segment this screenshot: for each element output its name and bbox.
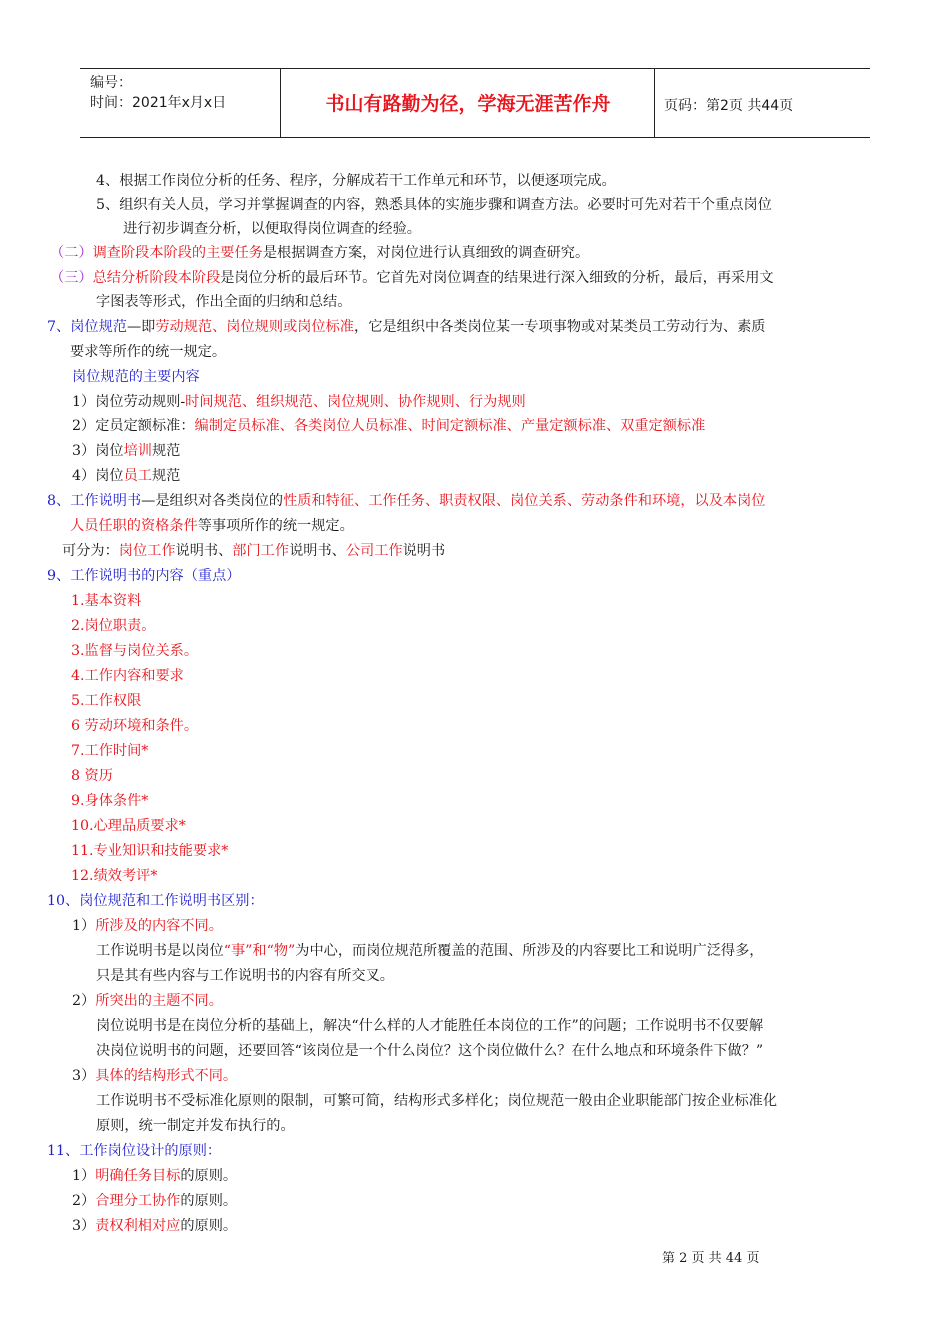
- text-line: [47, 566, 240, 586]
- text-run: 所涉及的内容不同。: [95, 918, 223, 934]
- text-line: [96, 1116, 295, 1136]
- text-run: 性质和特征、工作任务、职责权限、岗位关系、劳动条件和环境，以及本岗位: [283, 493, 766, 509]
- text-line: [72, 1166, 237, 1186]
- text-run: 要求等所作的统一规定。: [70, 344, 227, 360]
- text-run: 原则，统一制定并发布执行的。: [96, 1118, 295, 1134]
- text-line: [72, 441, 180, 461]
- text-line: [123, 219, 421, 239]
- text-line: [71, 616, 155, 636]
- text-run: —是组织对各类岗位的: [141, 493, 284, 509]
- text-run: （三）: [50, 270, 93, 286]
- text-run: 2）: [72, 1193, 96, 1209]
- header-divider: [654, 69, 655, 137]
- text-run: （二）: [50, 245, 93, 261]
- text-run: 3）岗位: [72, 443, 124, 459]
- number-label: 编号：: [90, 75, 132, 91]
- text-run: 10.心理品质要求*: [71, 818, 186, 834]
- page-header: [80, 68, 870, 138]
- text-run: 工作说明书不受标准化原则的限制，可繁可简，结构形式多样化；岗位规范一般由企业职能部门按企业标准化: [96, 1093, 778, 1109]
- text-line: [47, 1141, 221, 1161]
- text-run: 规范: [151, 468, 181, 484]
- text-run: 1.基本资料: [71, 593, 142, 609]
- text-line: [96, 966, 394, 986]
- text-run: 7、岗位规范: [47, 319, 127, 335]
- text-line: [50, 243, 589, 263]
- text-run: 4.工作内容和要求: [71, 668, 184, 684]
- text-run: 9.身体条件*: [71, 793, 149, 809]
- text-run: 岗位工作: [118, 543, 176, 559]
- text-run: 11.专业知识和技能要求*: [71, 843, 229, 859]
- text-line: [47, 891, 264, 911]
- text-run: 8 资历: [71, 768, 113, 784]
- header-motto: 书山有路勤为径，学海无涯苦作舟: [325, 93, 611, 115]
- text-run: 工作说明书: [70, 493, 142, 509]
- text-line: [62, 541, 445, 561]
- text-run: 1）: [72, 1168, 96, 1184]
- text-line: [72, 991, 223, 1011]
- text-run: 调查阶段本阶段的主要任务: [92, 245, 263, 261]
- text-run: 说明书、: [175, 543, 233, 559]
- text-run: 公司工作: [345, 543, 403, 559]
- text-run: 的原则。: [180, 1218, 238, 1234]
- time-label: 时间：2021年x月x日: [90, 95, 227, 111]
- text-run: 编制定员标准、各类岗位人员标准、时间定额标准、产量定额标准、双重定额标准: [194, 418, 706, 434]
- text-line: [71, 866, 157, 886]
- header-divider: [280, 69, 281, 137]
- text-line: [96, 292, 351, 312]
- text-line: [47, 491, 765, 511]
- text-run: 为中心，而岗位规范所覆盖的范围、所涉及的内容要比工和说明广泛得多，: [295, 943, 764, 959]
- text-run: 12.绩效考评*: [71, 868, 158, 884]
- text-line: [72, 466, 180, 486]
- text-line: [72, 1216, 237, 1236]
- text-line: [72, 367, 200, 387]
- text-run: 1）: [72, 918, 96, 934]
- text-run: 是根据调查方案，对岗位进行认真细致的调查研究。: [262, 245, 590, 261]
- text-run: 的原则。: [180, 1168, 238, 1184]
- text-run: —即: [126, 319, 156, 335]
- text-run: 5、组织有关人员，学习并掌握调查的内容，熟悉具体的实施步骤和调查方法。必要时可先对若干个重点岗位: [96, 197, 772, 213]
- text-line: [50, 268, 774, 288]
- text-run: 11、工作岗位设计的原则：: [47, 1143, 222, 1159]
- text-line: [71, 816, 186, 836]
- text-run: 1）岗位劳动规则-: [72, 394, 186, 410]
- text-line: [71, 741, 148, 761]
- text-line: [70, 342, 226, 362]
- text-run: 3）: [72, 1068, 96, 1084]
- text-line: [71, 591, 141, 611]
- text-line: [72, 416, 705, 436]
- text-run: 3.监督与岗位关系。: [71, 643, 199, 659]
- text-line: [96, 171, 616, 191]
- text-run: 培训: [123, 443, 152, 459]
- text-run: 字图表等形式，作出全面的归纳和总结。: [96, 294, 352, 310]
- text-line: [72, 1191, 237, 1211]
- text-run: 10、岗位规范和工作说明书区别：: [47, 893, 264, 909]
- text-run: 8、: [47, 493, 71, 509]
- text-run: 所突出的主题不同。: [95, 993, 223, 1009]
- text-line: [71, 766, 113, 786]
- text-run: 规范: [151, 443, 181, 459]
- text-run: 2）定员定额标准：: [72, 418, 195, 434]
- text-line: [96, 195, 772, 215]
- text-line: [71, 716, 198, 736]
- text-run: 劳动规范、岗位规则或岗位标准: [155, 319, 354, 335]
- header-page-info: 页码：第2页 共44页: [664, 98, 794, 114]
- text-run: 4）岗位: [72, 468, 124, 484]
- text-run: 进行初步调查分析，以便取得岗位调查的经验。: [123, 221, 421, 237]
- text-run: 岗位规范的主要内容: [72, 369, 200, 385]
- text-run: 等事项所作的统一规定。: [197, 518, 354, 534]
- text-run: 工作说明书是以岗位: [96, 943, 224, 959]
- text-run: 说明书: [402, 543, 446, 559]
- text-run: 决岗位说明书的问题，还要回答“该岗位是一个什么岗位？这个岗位做什么？在什么地点和环境条件下做？”: [96, 1043, 764, 1059]
- text-run: 人员任职的资格条件: [70, 518, 198, 534]
- text-run: 2.岗位职责。: [71, 618, 156, 634]
- text-run: 具体的结构形式不同。: [95, 1068, 238, 1084]
- text-run: 说明书、: [289, 543, 346, 559]
- text-run: 岗位说明书是在岗位分析的基础上，解决“什么样的人才能胜任本岗位的工作”的问题；工作说明书不仅要解: [96, 1018, 764, 1034]
- text-line: [71, 641, 198, 661]
- text-run: 员工: [123, 468, 152, 484]
- text-run: 是岗位分析的最后环节。它首先对岗位调查的结果进行深入细致的分析，最后，再采用文: [220, 270, 774, 286]
- text-line: [96, 941, 763, 961]
- header-meta: [90, 73, 226, 113]
- text-line: [71, 841, 228, 861]
- text-run: 5.工作权限: [71, 693, 142, 709]
- text-run: ，它是组织中各类岗位某一专项事物或对某类员工劳动行为、素质: [354, 319, 766, 335]
- text-run: 2）: [72, 993, 96, 1009]
- text-line: [96, 1041, 763, 1061]
- text-line: [70, 516, 354, 536]
- text-run: 7.工作时间*: [71, 743, 149, 759]
- text-run: 可分为：: [62, 543, 119, 559]
- text-run: 部门工作: [232, 543, 290, 559]
- text-run: 6 劳动环境和条件。: [71, 718, 199, 734]
- text-run: 4、根据工作岗位分析的任务、程序，分解成若干工作单元和环节，以便逐项完成。: [96, 173, 616, 189]
- text-run: 明确任务目标: [95, 1168, 181, 1184]
- text-line: [47, 317, 765, 337]
- text-run: 合理分工协作: [95, 1193, 181, 1209]
- text-run: 总结分析阶段本阶段: [92, 270, 221, 286]
- text-run: 责权利相对应: [95, 1218, 181, 1234]
- text-line: [96, 1016, 763, 1036]
- text-run: 3）: [72, 1218, 96, 1234]
- page-footer: 第 2 页 共 44 页: [662, 1251, 760, 1266]
- text-run: 9、工作说明书的内容（重点）: [47, 568, 241, 584]
- text-line: [71, 666, 184, 686]
- text-line: [72, 392, 526, 412]
- text-line: [71, 791, 148, 811]
- text-line: [71, 691, 141, 711]
- text-run: 只是其有些内容与工作说明书的内容有所交叉。: [96, 968, 394, 984]
- text-line: [96, 1091, 777, 1111]
- text-line: [72, 1066, 237, 1086]
- text-run: 的原则。: [180, 1193, 238, 1209]
- text-line: [72, 916, 223, 936]
- text-run: 时间规范、组织规范、岗位规则、协作规则、行为规则: [185, 394, 526, 410]
- text-run: “事”和“物”: [223, 943, 296, 959]
